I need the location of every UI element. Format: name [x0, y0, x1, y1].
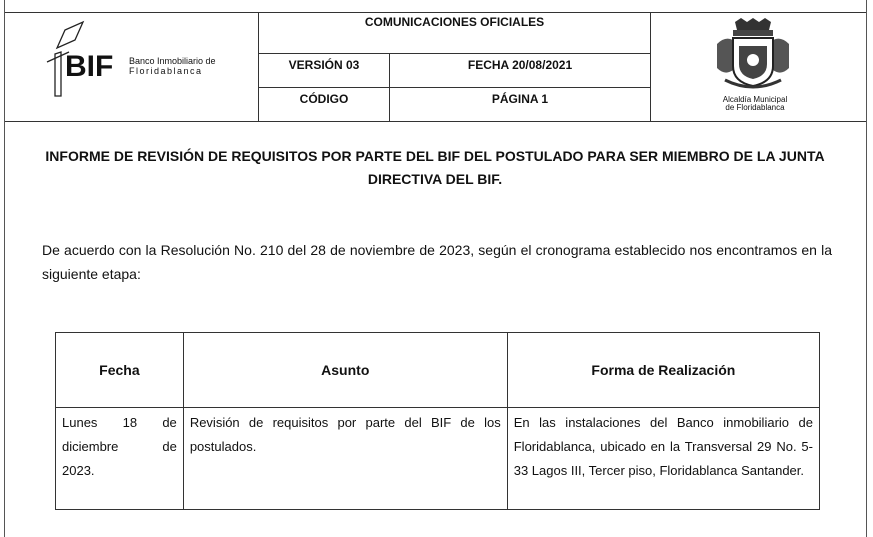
header-top-line: [5, 12, 866, 13]
date-word-4: diciembre: [62, 439, 119, 454]
header-row-line-2: [258, 87, 651, 88]
report-title: INFORME DE REVISIÓN DE REQUISITOS POR PARTE DEL BIF DEL POSTULADO PARA SER MIEMBRO DE LA JUNTA DIRECTIVA DEL BIF.: [45, 148, 825, 187]
table-row: [56, 408, 820, 510]
cell-method: En las instalaciones del Banco inmobiliario de Floridablanca, ubicado en la Transversal 29 No. 5-33 Lagos III, Tercer piso, Floridablanca Santander.: [507, 408, 819, 510]
crest-line1: Alcaldía Municipal: [722, 95, 788, 104]
code-label: CÓDIGO: [299, 92, 349, 106]
bif-logo: [35, 18, 235, 98]
header-row-line-1: [258, 53, 651, 54]
page-border-right: [866, 0, 867, 537]
date-word-2: 18: [122, 415, 138, 430]
intro-paragraph: De acuerdo con la Resolución No. 210 del 28 de noviembre de 2023, según el cronograma establecido nos encontramos en la siguiente etapa:: [42, 242, 832, 282]
header-forma: Forma de Realización: [507, 333, 819, 408]
header-fecha: Fecha: [56, 333, 184, 408]
cell-date: [56, 408, 184, 510]
svg-text:de Floridablanca: [725, 103, 785, 112]
page-label: PÁGINA 1: [491, 92, 549, 106]
schedule-table: [55, 332, 820, 510]
crest-line2: de Floridablanca: [725, 103, 785, 112]
header-asunto: Asunto: [183, 333, 507, 408]
bif-logo-line1: Banco Inmobiliario de: [129, 56, 216, 66]
municipal-crest-logo: [695, 16, 815, 116]
date-word-5: de: [162, 439, 177, 454]
header-bottom-line: [5, 121, 866, 122]
header-divider-right: [650, 12, 651, 122]
bif-logo-mark-icon: [35, 18, 235, 98]
date-word-3: de: [162, 415, 177, 430]
cell-subject: Revisión de requisitos por parte del BIF de los postulados.: [183, 408, 507, 510]
svg-text:BIF: [65, 50, 113, 83]
doc-type-label: COMUNICACIONES OFICIALES: [364, 15, 545, 29]
bif-logo-brand: BIF: [65, 50, 114, 83]
svg-text:Banco Inmobiliario de: [129, 56, 216, 66]
coat-of-arms-icon: [695, 16, 815, 116]
date-line-2: [62, 435, 177, 459]
date-line-3: 2023.: [62, 463, 95, 478]
version-label: VERSIÓN 03: [288, 58, 360, 72]
table-header-row: [56, 333, 820, 408]
date-line-1: [62, 411, 177, 435]
bif-logo-line2: Floridablanca: [129, 66, 203, 76]
date-word-1: Lunes: [62, 415, 98, 430]
date-label: FECHA 20/08/2021: [467, 58, 573, 72]
svg-text:Floridablanca: [129, 66, 203, 76]
